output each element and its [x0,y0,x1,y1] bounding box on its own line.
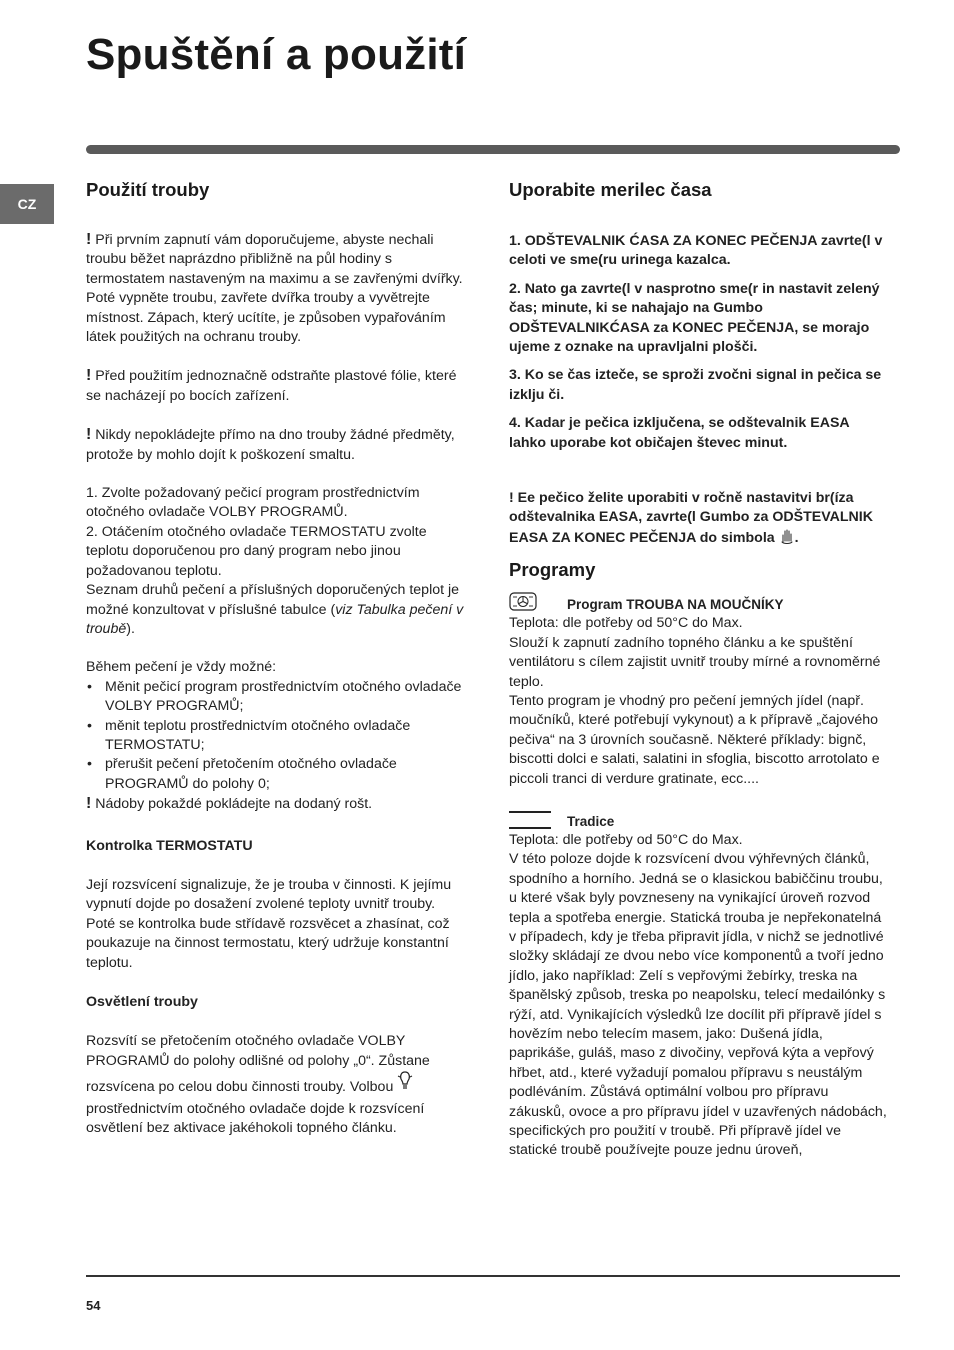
section-heading-timer: Uporabite merilec časa [509,179,712,200]
left-column [86,178,464,1138]
during-cooking-intro: Během pečení je vždy možné: [86,659,277,676]
timer-step-2: 2. Nato ga zavrte(l v nasprotno sme(r in nastavit zelený čas; minute, ki se nahajajo na Gumbo ODŠTEVALNIKĆASA za KONEC PEČENJA, se morajo ujeme z oznake na upravljalni plošči. [509,280,880,356]
page-title: Spuštění a použití [86,30,467,79]
warning-plastic-film: ! Před použitím jednoznačně odstraňte plastové fólie, které se nacházejí po bocích zařízení. [86,367,457,404]
program-pastry-header [509,592,887,614]
warning-mark: ! [86,426,92,444]
program-traditional-header [509,809,887,831]
header-rule [86,145,900,154]
program-pastry-text: Teplota: dle potřeby od 50°C do Max. Slouží k zapnutí zadního topného článku a ke spuštění ventilátoru s cílem zajistit uvnitř trouby mírné a rovnoměrné teplo. Tento program je vhodný pro pečení jemných jídel (např. moučníků, které potřebují vykynout) a k přípravě „čajového pečiva“ na 3 úrovních současně. Některé příklady: bignč, biscotti dolci e salati, salatini in sfoglia, biscotto arrotolato e piccoli tranci di verdure gratinate, ecc.... [509,615,881,787]
warning-mark: ! [86,231,92,248]
step-2: 2. Otáčením otočného ovladače TERMOSTATU zvolte teplotu doporučenou pro daný program nebo jinou požadovanou teplotu. [86,523,427,579]
top-bottom-heat-icon [509,809,567,831]
step-3: Seznam druhů pečení a příslušných doporučených teplot je možné konzultovat v příslušné tabulce (viz Tabulka pečení v troubě). [86,582,464,637]
footer-rule [86,1275,900,1277]
timer-step-3: 3. Ko se čas izteče, se sproži zvočni signal in pečica se izklju či. [509,367,882,403]
lamp-icon [397,1071,413,1099]
list-item: • měnit teplotu prostřednictvím otočného ovladače TERMOSTATU; [86,717,464,756]
warning-mark: ! [86,367,92,385]
program-traditional-text: Teplota: dle potřeby od 50°C do Max. V této poloze dojde k rozsvícení dvou výhřevných článků, spodního a horního. Jedná se o klasickou babiččinu troubu, u které však byly povzneseny na vynikající úroveň rozvod tepla a spotřeba energie. Statická trouba je nepřekonatelná v případech, kdy je třeba připravit jídla, v nichž se jednotlivé složky skládají ze dvou nebo více komponentů a tvoří jedno jídlo, jako například: Zelí s vepřovými žebírky, treska na španělský způsob, treska po neapolsku, telecí medailónky s rýží, atd. Vynikajících výsledků lze docílit při přípravě jídel s hovězím nebo telecím masem, jako: Dušená jídla, paprikáše, guláš, maso z divočiny, vepřová kýta a vepřový hřbet, atd., které vyžadují pomalou přípravu s neustálým podléváním. Zůstává optimální volbou pro přípravu zákusků, ovoce a pro přípravu jídel v uzavřených nádobách, specifických pro použití v troubě. Při přípravě jídel ve statické troubě používejte pouze jednu úroveň, [509,831,887,1159]
page-number: 54 [86,1298,101,1313]
warning-first-use: ! Při prvním zapnutí vám doporučujeme, abyste nechali troubu běžet naprázdno přibližně na půl hodiny s termostatem nastaveným na maximu a se zavřenými dvířky. Poté vypněte troubu, zavřete dvířka trouby a vyvětrejte místnost. Zápach, který ucítíte, je způsoben vypařováním látek použitých na ochranu trouby. [86,231,463,346]
during-cooking-list [86,678,464,794]
timer-manual-note: ! Ee pečico želite uporabiti v ročně nastavitvi br(íza odštevalnika EASA, zavrte(l Gumbo za ODŠTEVALNIK EASA ZA KONEC PEČENJA do simbola . [509,489,887,550]
timer-step-4: 4. Kadar je pečica izključena, se odštevalnik EASA lahko uporabe kot običajen števec minut. [509,415,850,451]
warning-mark: ! [86,795,92,813]
warning-oven-floor: ! Nikdy nepokládejte přímo na dno trouby žádné předměty, protože by mohlo dojít k poškození smaltu. [86,426,455,463]
program-traditional-title: Tradice [567,813,615,829]
language-tab [0,184,54,224]
list-item: • Měnit pečicí program prostřednictvím otočného ovladače VOLBY PROGRAMŮ; [86,678,464,717]
table-reference: viz Tabulka pečení v troubě [86,601,464,637]
thermostat-light-heading: Kontrolka TERMOSTATU [86,837,253,854]
program-pastry-title: Program TROUBA NA MOUČNÍKY [567,596,784,612]
list-item: • přerušit pečení přetočením otočného ovladače PROGRAMŮ do polohy 0; [86,755,464,794]
section-heading-programs: Programy [509,559,596,581]
oven-light-text: Rozsvítí se přetočením otočného ovladače VOLBY PROGRAMŮ do polohy odlišné od polohy „0“. Zůstane rozsvícena po celou dobu činnosti trouby. Volbou prostřednictvím otočného ovladače dojde k rozsvícení osvětlení bez aktivace jakéhokoli topného článku. [86,1033,430,1137]
thermostat-light-text: Její rozsvícení signalizuje, že je trouba v činnosti. K jejímu vypnutí dojde po dosažení zvolené teploty uvnitř trouby. Poté se kontrolka bude střídavě rozsvěcet a zhasínat, což poukazuje na činnost termostatu, který udržuje konstantní teplotu. [86,876,452,971]
hand-icon [779,528,795,550]
warning-rack: ! Nádoby pokaždé pokládejte na dodaný rošt. [86,795,373,813]
fan-heater-icon [509,592,567,614]
language-code: CZ [17,196,37,212]
oven-light-heading: Osvětlení trouby [86,994,198,1010]
step-1: 1. Zvolte požadovaný pečicí program prostřednictvím otočného ovladače VOLBY PROGRAMŮ. [86,485,420,521]
right-column [509,178,887,1161]
timer-step-1: 1. ODŠTEVALNIK ĆASA ZA KONEC PEČENJA zavrte(l v celoti ve sme(ru urinega kazalca. [509,233,883,269]
section-heading-oven-use: Použití trouby [86,179,210,200]
